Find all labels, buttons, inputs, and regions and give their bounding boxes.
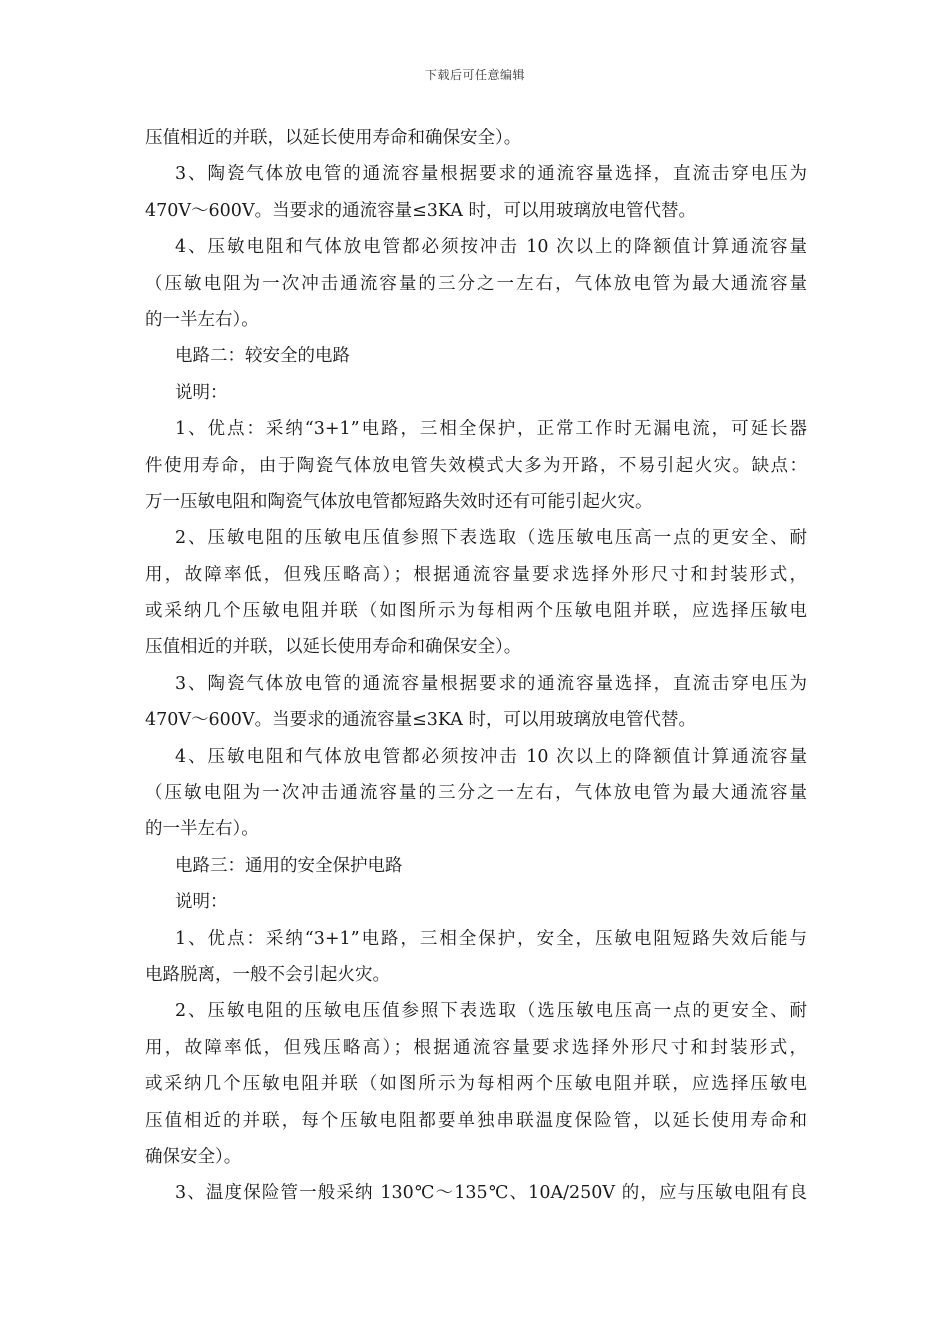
paragraph-line: 3、温度保险管一般采纳 130℃～135℃、10A/250V 的，应与压敏电阻有良	[175, 1183, 807, 1204]
paragraph-line: （压敏电阻为一次冲击通流容量的三分之一左右，气体放电管为最大通流容量	[145, 273, 807, 294]
paragraph-line: 件使用寿命，由于陶瓷气体放电管失效模式大多为开路，不易引起火灾。缺点：	[145, 455, 807, 476]
paragraph-line: （压敏电阻为一次冲击通流容量的三分之一左右，气体放电管为最大通流容量	[145, 783, 807, 804]
paragraph-line: 压值相近的并联，每个压敏电阻都要单独串联温度保险管，以延长使用寿命和	[145, 1110, 807, 1131]
paragraph-line: 2、压敏电阻的压敏电压值参照下表选取（选压敏电压高一点的更安全、耐	[175, 528, 807, 549]
paragraph-line: 用，故障率低，但残压略高）；根据通流容量要求选择外形尺寸和封装形式，	[145, 564, 807, 585]
paragraph-line: 2、压敏电阻的压敏电压值参照下表选取（选压敏电压高一点的更安全、耐	[175, 1001, 807, 1022]
paragraph-line: 4、压敏电阻和气体放电管都必须按冲击 10 次以上的降额值计算通流容量	[175, 746, 807, 767]
paragraph-line: 电路脱离，一般不会引起火灾。	[145, 964, 390, 985]
document-body	[145, 120, 807, 1212]
paragraph-line: 1、优点：采纳“3+1”电路，三相全保护，安全，压敏电阻短路失效后能与	[175, 928, 807, 949]
paragraph-line: 压值相近的并联，以延长使用寿命和确保安全）。	[145, 637, 522, 658]
section-note-label: 说明：	[175, 382, 228, 403]
paragraph-line: 4、压敏电阻和气体放电管都必须按冲击 10 次以上的降额值计算通流容量	[175, 237, 807, 258]
page-header: 下载后可任意编辑	[424, 68, 525, 82]
section-heading: 电路三：通用的安全保护电路	[175, 855, 403, 876]
paragraph-line: 3、陶瓷气体放电管的通流容量根据要求的通流容量选择，直流击穿电压为	[175, 164, 807, 185]
paragraph-line: 用，故障率低，但残压略高）；根据通流容量要求选择外形尺寸和封装形式，	[145, 1037, 807, 1058]
paragraph-line: 或采纳几个压敏电阻并联（如图所示为每相两个压敏电阻并联，应选择压敏电	[145, 601, 807, 622]
paragraph-line: 的一半左右）。	[145, 309, 259, 330]
paragraph-line: 1、优点：采纳“3+1”电路，三相全保护，正常工作时无漏电流，可延长器	[175, 419, 807, 440]
paragraph-line: 的一半左右）。	[145, 819, 259, 840]
paragraph-line: 压值相近的并联，以延长使用寿命和确保安全）。	[145, 128, 522, 148]
paragraph-line: 或采纳几个压敏电阻并联（如图所示为每相两个压敏电阻并联，应选择压敏电	[145, 1074, 807, 1095]
section-note-label: 说明：	[175, 892, 228, 913]
paragraph-line: 470V～600V。当要求的通流容量≤3KA 时，可以用玻璃放电管代替。	[145, 200, 696, 221]
paragraph-line: 万一压敏电阻和陶瓷气体放电管都短路失效时还有可能引起火灾。	[145, 491, 653, 512]
section-heading: 电路二：较安全的电路	[175, 346, 350, 367]
paragraph-line: 470V～600V。当要求的通流容量≤3KA 时，可以用玻璃放电管代替。	[145, 710, 696, 731]
paragraph-line: 确保安全）。	[145, 1146, 242, 1167]
paragraph-line: 3、陶瓷气体放电管的通流容量根据要求的通流容量选择，直流击穿电压为	[175, 673, 807, 694]
